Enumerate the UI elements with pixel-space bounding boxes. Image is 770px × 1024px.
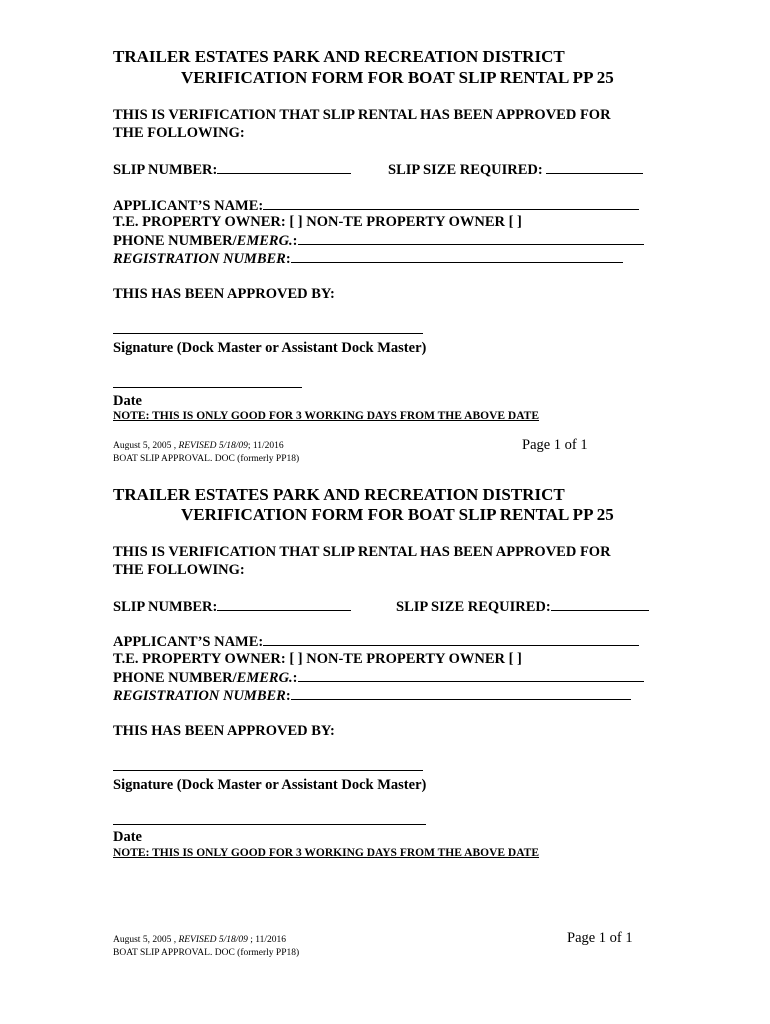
registration-label: REGISTRATION NUMBER bbox=[113, 251, 286, 267]
form-title-line-2: VERIFICATION FORM FOR BOAT SLIP RENTAL PP 25 bbox=[181, 505, 614, 524]
intro-line-1: THIS IS VERIFICATION THAT SLIP RENTAL HAS BEEN APPROVED FOR bbox=[113, 544, 611, 560]
applicant-name-field[interactable] bbox=[263, 197, 639, 210]
property-owner-row[interactable]: T.E. PROPERTY OWNER: [ ] NON-TE PROPERTY OWNER [ ] bbox=[113, 214, 522, 230]
signature-line[interactable] bbox=[113, 333, 423, 334]
footer-doc-name: BOAT SLIP APPROVAL. DOC (formerly PP18) bbox=[113, 948, 300, 958]
emerg-label: EMERG. bbox=[236, 233, 293, 249]
form-title-line-1: TRAILER ESTATES PARK AND RECREATION DISTRICT bbox=[113, 47, 565, 66]
slip-size-field[interactable] bbox=[551, 598, 649, 611]
applicant-name-row bbox=[113, 197, 639, 215]
slip-size-label: SLIP SIZE REQUIRED: bbox=[396, 599, 551, 615]
signature-label: Signature (Dock Master or Assistant Dock Master) bbox=[113, 777, 427, 793]
footer-revision bbox=[113, 934, 299, 960]
footer-date: August 5, 2005 , bbox=[113, 441, 179, 451]
page-number: Page 1 of 1 bbox=[567, 930, 633, 946]
phone-number-field[interactable] bbox=[298, 232, 644, 245]
page-number: Page 1 of 1 bbox=[522, 437, 588, 453]
approved-by-label: THIS HAS BEEN APPROVED BY: bbox=[113, 286, 335, 302]
phone-number-field[interactable] bbox=[298, 669, 644, 682]
form-title-line-2: VERIFICATION FORM FOR BOAT SLIP RENTAL PP 25 bbox=[181, 68, 614, 87]
footer-revised: REVISED 5/18/09 bbox=[178, 441, 248, 451]
slip-number-row bbox=[113, 598, 351, 616]
phone-colon: : bbox=[292, 233, 298, 249]
slip-number-field[interactable] bbox=[217, 598, 351, 611]
intro-line-2: THE FOLLOWING: bbox=[113, 562, 245, 578]
date-label: Date bbox=[113, 829, 142, 845]
slip-number-row bbox=[113, 161, 351, 179]
property-owner-row[interactable]: T.E. PROPERTY OWNER: [ ] NON-TE PROPERTY OWNER [ ] bbox=[113, 651, 522, 667]
phone-number-row bbox=[113, 669, 644, 687]
registration-number-row bbox=[113, 687, 631, 705]
slip-size-label: SLIP SIZE REQUIRED: bbox=[388, 162, 543, 178]
applicant-name-label: APPLICANT’S NAME: bbox=[113, 634, 264, 650]
slip-size-field[interactable] bbox=[546, 161, 643, 174]
validity-note: NOTE: THIS IS ONLY GOOD FOR 3 WORKING DAYS FROM THE ABOVE DATE bbox=[113, 847, 540, 859]
signature-label: Signature (Dock Master or Assistant Dock Master) bbox=[113, 340, 427, 356]
registration-number-field[interactable] bbox=[291, 687, 631, 700]
phone-colon: : bbox=[292, 670, 298, 686]
applicant-name-field[interactable] bbox=[263, 633, 639, 646]
form-title-line-1: TRAILER ESTATES PARK AND RECREATION DISTRICT bbox=[113, 485, 565, 504]
registration-colon: : bbox=[285, 688, 291, 704]
applicant-name-row bbox=[113, 633, 639, 651]
footer-revised-2: ; 11/2016 bbox=[247, 441, 284, 451]
signature-line[interactable] bbox=[113, 770, 423, 771]
date-line[interactable] bbox=[113, 824, 426, 825]
phone-number-row bbox=[113, 232, 644, 250]
slip-size-row bbox=[396, 598, 649, 616]
slip-number-label: SLIP NUMBER: bbox=[113, 162, 218, 178]
slip-number-field[interactable] bbox=[217, 161, 351, 174]
footer-doc-name: BOAT SLIP APPROVAL. DOC (formerly PP18) bbox=[113, 454, 300, 464]
footer-revised: REVISED 5/18/09 bbox=[178, 935, 248, 945]
applicant-name-label: APPLICANT’S NAME: bbox=[113, 198, 264, 214]
intro-line-1: THIS IS VERIFICATION THAT SLIP RENTAL HAS BEEN APPROVED FOR bbox=[113, 107, 611, 123]
footer-date: August 5, 2005 , bbox=[113, 935, 179, 945]
date-line[interactable] bbox=[113, 387, 302, 388]
emerg-label: EMERG. bbox=[236, 670, 293, 686]
slip-size-row bbox=[388, 161, 643, 179]
registration-colon: : bbox=[285, 251, 291, 267]
footer-revised-2: ; 11/2016 bbox=[247, 935, 287, 945]
date-label: Date bbox=[113, 393, 142, 409]
validity-note: NOTE: THIS IS ONLY GOOD FOR 3 WORKING DAYS FROM THE ABOVE DATE bbox=[113, 410, 540, 422]
phone-label: PHONE NUMBER/ bbox=[113, 670, 237, 686]
registration-label: REGISTRATION NUMBER bbox=[113, 688, 286, 704]
registration-number-field[interactable] bbox=[291, 250, 623, 263]
footer-revision bbox=[113, 440, 299, 466]
phone-label: PHONE NUMBER/ bbox=[113, 233, 237, 249]
approved-by-label: THIS HAS BEEN APPROVED BY: bbox=[113, 723, 335, 739]
registration-number-row bbox=[113, 250, 623, 268]
intro-line-2: THE FOLLOWING: bbox=[113, 125, 245, 141]
slip-number-label: SLIP NUMBER: bbox=[113, 599, 218, 615]
